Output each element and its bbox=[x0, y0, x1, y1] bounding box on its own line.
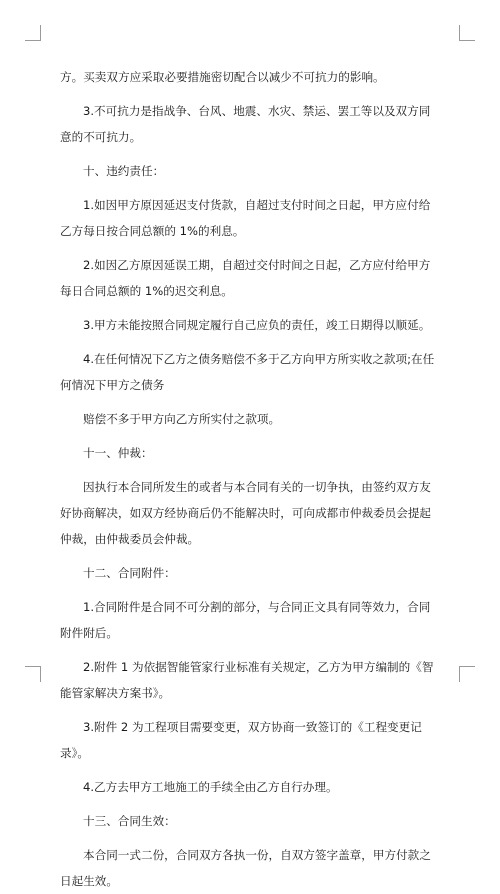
paragraph-continuation: 方。买卖双方应采取必要措施密切配合以减少不可抗力的影响。 bbox=[60, 70, 385, 84]
crop-mark-bottom-right-h bbox=[459, 666, 475, 667]
crop-mark-bottom-left-v bbox=[40, 666, 41, 682]
paragraph-breach-1: 1.如因甲方原因延迟支付货款，自超过支付时间之日起，甲方应付给乙方每日按合同总额的 1%的利息。 bbox=[60, 198, 431, 238]
section-heading-breach: 十、违约责任： bbox=[83, 164, 165, 178]
paragraph-attachment-2: 2.附件 1 为依据智能管家行业标准有关规定，乙方为甲方编制的《智能管家解决方案书》。 bbox=[60, 660, 434, 700]
paragraph-force-majeure-3: 3.不可抗力是指战争、台风、地震、水灾、禁运、罢工等以及双方同意的不可抗力。 bbox=[60, 104, 431, 144]
crop-mark-top-right-h bbox=[459, 40, 475, 41]
paragraph-breach-3: 3.甲方未能按照合同规定履行自己应负的责任，竣工日期得以顺延。 bbox=[83, 318, 431, 332]
crop-mark-bottom-right-v bbox=[459, 666, 460, 682]
section-heading-effectiveness: 十三、合同生效： bbox=[83, 814, 176, 828]
crop-mark-top-right-v bbox=[459, 25, 460, 41]
paragraph-attachment-3: 3.附件 2 为工程项目需要变更，双方协商一致签订的《工程变更记录》。 bbox=[60, 720, 422, 760]
paragraph-breach-2: 2.如因乙方原因延误工期，自超过交付时间之日起，乙方应付给甲方每日合同总额的 1%的迟交利息。 bbox=[60, 258, 431, 298]
paragraph-effectiveness: 本合同一式二份，合同双方各执一份，自双方签字盖章，甲方付款之日起生效。 bbox=[60, 848, 431, 888]
crop-mark-top-left-v bbox=[40, 25, 41, 41]
paragraph-breach-4: 4.在任何情况下乙方之债务赔偿不多于乙方向甲方所实收之款项;在任何情况下甲方之债务 bbox=[60, 352, 435, 392]
section-heading-attachments: 十二、合同附件： bbox=[83, 566, 176, 580]
paragraph-attachment-4: 4.乙方去甲方工地施工的手续全由乙方自行办理。 bbox=[83, 780, 338, 794]
crop-mark-top-left-h bbox=[25, 40, 41, 41]
crop-mark-bottom-left-h bbox=[25, 666, 41, 667]
paragraph-breach-4-cont: 赔偿不多于甲方向乙方所实付之款项。 bbox=[83, 412, 281, 426]
paragraph-arbitration: 因执行本合同所发生的或者与本合同有关的一切争执，由签约双方友好协商解决，如双方经协商后仍不能解决时，可向成都市仲裁委员会提起仲裁，由仲裁委员会仲裁。 bbox=[60, 480, 432, 546]
paragraph-attachment-1: 1.合同附件是合同不可分割的部分，与合同正文具有同等效力，合同附件附后。 bbox=[60, 600, 431, 640]
section-heading-arbitration: 十一、仲裁： bbox=[83, 446, 153, 460]
document-body bbox=[60, 64, 440, 894]
